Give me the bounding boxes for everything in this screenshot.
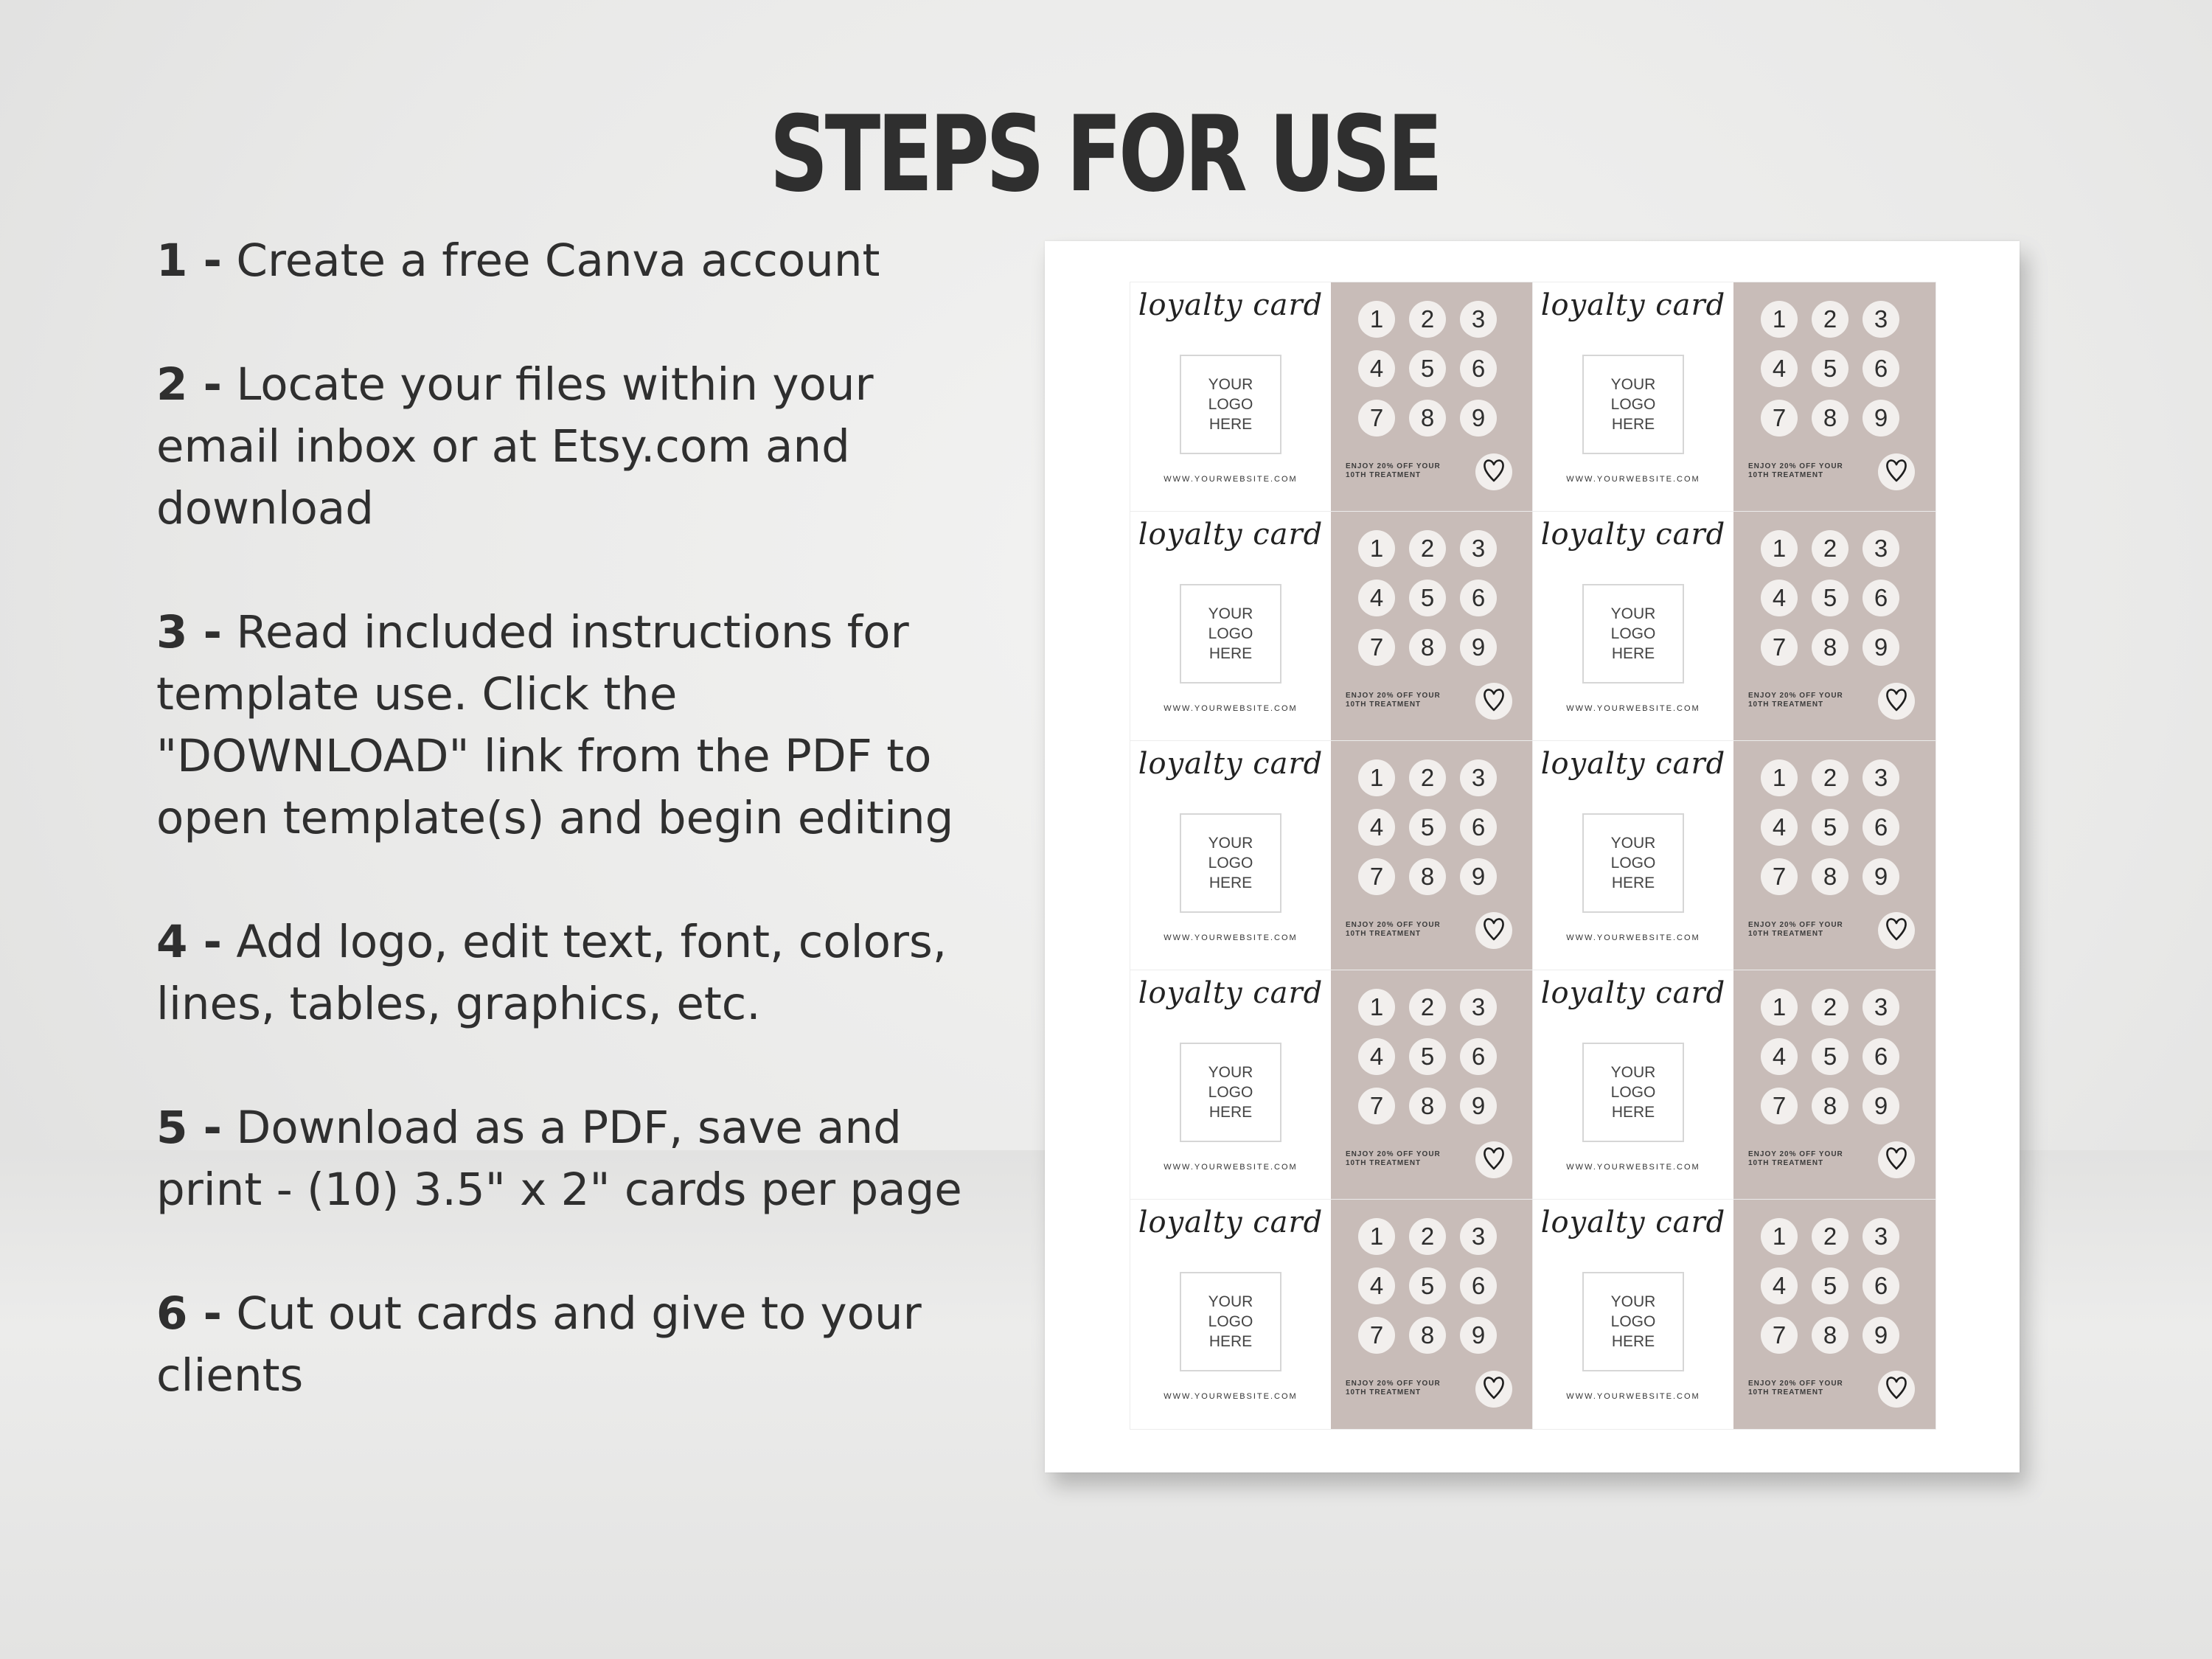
- stamp-circle: 4: [1761, 580, 1798, 616]
- logo-line: LOGO: [1610, 396, 1656, 413]
- stamp-circle: 3: [1460, 1218, 1497, 1255]
- heart-icon: [1483, 917, 1505, 945]
- stamp-circle: 2: [1409, 301, 1446, 338]
- stamp-grid: [1761, 530, 1916, 678]
- card-front-panel: [1533, 512, 1733, 741]
- stamp-circle: 1: [1358, 759, 1395, 796]
- card-stamp-panel: [1331, 512, 1533, 741]
- stamp-circle: 5: [1812, 1038, 1848, 1075]
- card-stamp-panel: [1733, 741, 1935, 970]
- offer-line: 10TH TREATMENT: [1748, 1159, 1824, 1167]
- offer-line: ENJOY 20% OFF YOUR: [1346, 1150, 1441, 1158]
- card-front-panel: [1130, 1200, 1331, 1429]
- stamp-circle: 4: [1358, 1267, 1395, 1304]
- step-number: 5 -: [156, 1102, 222, 1154]
- stamp-grid: [1358, 989, 1513, 1136]
- card-front-panel: [1533, 741, 1733, 970]
- stamp-circle: 4: [1358, 350, 1395, 387]
- stamp-circle: 8: [1409, 629, 1446, 666]
- card-script-title: loyalty card: [1138, 1206, 1324, 1239]
- logo-line: YOUR: [1610, 1293, 1656, 1310]
- stamp-circle: 4: [1358, 1038, 1395, 1075]
- card-stamp-panel: [1733, 970, 1935, 1200]
- stamp-circle: 9: [1863, 1317, 1899, 1354]
- stamp-circle: 5: [1409, 350, 1446, 387]
- card-website: WWW.YOURWEBSITE.COM: [1566, 1392, 1700, 1401]
- logo-line: YOUR: [1208, 605, 1253, 622]
- step-item: [156, 230, 990, 292]
- stamp-circle: 2: [1409, 530, 1446, 567]
- offer-line: ENJOY 20% OFF YOUR: [1346, 692, 1441, 700]
- logo-line: YOUR: [1208, 376, 1253, 393]
- card-website: WWW.YOURWEBSITE.COM: [1566, 1163, 1700, 1172]
- logo-line: HERE: [1208, 1104, 1253, 1121]
- stamp-circle: 8: [1409, 1088, 1446, 1124]
- stamp-circle: 1: [1761, 530, 1798, 567]
- stamp-circle: 8: [1409, 1317, 1446, 1354]
- stamp-circle: 3: [1863, 989, 1899, 1026]
- heart-stamp: [1878, 453, 1915, 490]
- stamp-circle: 4: [1761, 809, 1798, 846]
- step-number: 3 -: [156, 606, 222, 658]
- stamp-circle: 5: [1409, 809, 1446, 846]
- stamp-circle: 3: [1460, 530, 1497, 567]
- card-offer: [1748, 692, 1874, 709]
- offer-line: 10TH TREATMENT: [1748, 700, 1824, 709]
- offer-line: 10TH TREATMENT: [1346, 700, 1422, 709]
- stamp-circle: 6: [1863, 350, 1899, 387]
- card-offer: [1346, 692, 1471, 709]
- card-script-title: loyalty card: [1540, 747, 1726, 781]
- logo-line: LOGO: [1610, 625, 1656, 642]
- page-title: STEPS FOR USE: [769, 94, 1440, 215]
- heart-stamp: [1475, 453, 1512, 490]
- step-number: 1 -: [156, 234, 222, 287]
- step-number: 4 -: [156, 916, 222, 968]
- stamp-grid: [1761, 989, 1916, 1136]
- stamp-circle: 6: [1460, 1267, 1497, 1304]
- offer-line: 10TH TREATMENT: [1748, 471, 1824, 479]
- stamp-circle: 2: [1409, 1218, 1446, 1255]
- stamp-circle: 3: [1460, 301, 1497, 338]
- loyalty-card: [1533, 970, 1935, 1200]
- stamp-circle: 8: [1812, 1317, 1848, 1354]
- step-item: [156, 1283, 990, 1407]
- card-stamp-panel: [1733, 282, 1935, 512]
- logo-line: YOUR: [1208, 1064, 1253, 1081]
- loyalty-card: [1533, 282, 1935, 512]
- stamp-circle: 8: [1812, 629, 1848, 666]
- step-text: Cut out cards and give to your clients: [156, 1287, 922, 1402]
- heart-stamp: [1878, 1371, 1915, 1408]
- heart-icon: [1483, 1375, 1505, 1403]
- offer-line: ENJOY 20% OFF YOUR: [1748, 462, 1843, 470]
- stamp-circle: 7: [1761, 858, 1798, 895]
- loyalty-card: [1130, 282, 1533, 512]
- stamp-circle: 1: [1761, 989, 1798, 1026]
- stamp-circle: 6: [1460, 350, 1497, 387]
- card-website: WWW.YOURWEBSITE.COM: [1566, 933, 1700, 942]
- stamp-circle: 2: [1812, 759, 1848, 796]
- stamp-circle: 7: [1761, 1088, 1798, 1124]
- stamp-circle: 7: [1358, 1088, 1395, 1124]
- stamp-circle: 4: [1761, 350, 1798, 387]
- loyalty-card: [1130, 512, 1533, 741]
- offer-line: 10TH TREATMENT: [1346, 1159, 1422, 1167]
- logo-placeholder: [1180, 1043, 1281, 1142]
- stamp-circle: 3: [1863, 301, 1899, 338]
- stamp-circle: 5: [1409, 580, 1446, 616]
- logo-line: HERE: [1208, 874, 1253, 891]
- stamp-grid: [1761, 1218, 1916, 1366]
- step-item: [156, 354, 990, 540]
- card-script-title: loyalty card: [1138, 518, 1324, 552]
- logo-placeholder: [1582, 584, 1684, 684]
- loyalty-card: [1130, 970, 1533, 1200]
- stamp-circle: 3: [1863, 1218, 1899, 1255]
- stamp-circle: 6: [1863, 1038, 1899, 1075]
- logo-line: LOGO: [1208, 625, 1253, 642]
- stamp-grid: [1761, 301, 1916, 448]
- offer-line: ENJOY 20% OFF YOUR: [1346, 921, 1441, 929]
- stamp-circle: 5: [1812, 809, 1848, 846]
- logo-line: HERE: [1611, 416, 1655, 433]
- stamp-circle: 8: [1812, 1088, 1848, 1124]
- loyalty-card: [1130, 741, 1533, 970]
- offer-line: 10TH TREATMENT: [1346, 471, 1422, 479]
- stamp-circle: 7: [1761, 629, 1798, 666]
- loyalty-card: [1533, 1200, 1935, 1429]
- stamp-circle: 3: [1460, 989, 1497, 1026]
- stamp-circle: 6: [1863, 1267, 1899, 1304]
- stamp-circle: 7: [1761, 400, 1798, 437]
- stamp-circle: 1: [1358, 1218, 1395, 1255]
- stamp-circle: 4: [1761, 1267, 1798, 1304]
- card-stamp-panel: [1331, 741, 1533, 970]
- card-offer: [1748, 1150, 1874, 1168]
- stamp-circle: 6: [1863, 809, 1899, 846]
- logo-line: LOGO: [1610, 855, 1656, 872]
- stamp-circle: 9: [1863, 1088, 1899, 1124]
- logo-line: LOGO: [1208, 396, 1253, 413]
- stamp-circle: 7: [1358, 400, 1395, 437]
- loyalty-card: [1533, 741, 1935, 970]
- stamp-circle: 7: [1358, 858, 1395, 895]
- step-item: [156, 602, 990, 849]
- card-offer: [1346, 1380, 1471, 1397]
- stamp-circle: 1: [1761, 301, 1798, 338]
- stamp-circle: 9: [1460, 858, 1497, 895]
- stamp-circle: 2: [1812, 1218, 1848, 1255]
- logo-line: HERE: [1611, 1333, 1655, 1350]
- offer-line: ENJOY 20% OFF YOUR: [1748, 921, 1843, 929]
- heart-icon: [1885, 458, 1907, 486]
- step-text: Create a free Canva account: [222, 234, 880, 287]
- card-front-panel: [1533, 282, 1733, 512]
- stamp-circle: 1: [1358, 301, 1395, 338]
- stamp-circle: 2: [1812, 530, 1848, 567]
- logo-line: YOUR: [1208, 1293, 1253, 1310]
- logo-line: YOUR: [1610, 1064, 1656, 1081]
- step-text: Read included instructions for template use. Click the "DOWNLOAD" link from the PDF to open template(s) and begin editing: [156, 606, 954, 844]
- card-script-title: loyalty card: [1138, 747, 1324, 781]
- heart-stamp: [1878, 683, 1915, 720]
- stamp-circle: 9: [1460, 629, 1497, 666]
- stamp-circle: 7: [1761, 1317, 1798, 1354]
- offer-line: ENJOY 20% OFF YOUR: [1748, 692, 1843, 700]
- logo-line: HERE: [1611, 1104, 1655, 1121]
- offer-line: ENJOY 20% OFF YOUR: [1346, 1380, 1441, 1388]
- card-script-title: loyalty card: [1138, 976, 1324, 1010]
- logo-placeholder: [1582, 1272, 1684, 1371]
- card-offer: [1748, 921, 1874, 939]
- stamp-grid: [1761, 759, 1916, 907]
- card-script-title: loyalty card: [1540, 288, 1726, 322]
- heart-icon: [1483, 687, 1505, 715]
- card-stamp-panel: [1733, 512, 1935, 741]
- stamp-circle: 7: [1358, 629, 1395, 666]
- stamp-circle: 8: [1409, 400, 1446, 437]
- stamp-circle: 1: [1761, 759, 1798, 796]
- heart-stamp: [1475, 1141, 1512, 1178]
- heart-icon: [1885, 687, 1907, 715]
- heart-icon: [1885, 917, 1907, 945]
- offer-line: 10TH TREATMENT: [1346, 930, 1422, 938]
- loyalty-card: [1130, 1200, 1533, 1429]
- logo-line: HERE: [1611, 874, 1655, 891]
- stamp-circle: 9: [1863, 400, 1899, 437]
- stamp-circle: 9: [1460, 1317, 1497, 1354]
- card-stamp-panel: [1331, 970, 1533, 1200]
- card-stamp-panel: [1331, 1200, 1533, 1429]
- heart-stamp: [1475, 1371, 1512, 1408]
- card-website: WWW.YOURWEBSITE.COM: [1164, 1392, 1298, 1401]
- offer-line: ENJOY 20% OFF YOUR: [1748, 1380, 1843, 1388]
- stamp-circle: 9: [1863, 858, 1899, 895]
- stamp-circle: 3: [1460, 759, 1497, 796]
- logo-placeholder: [1582, 1043, 1684, 1142]
- card-website: WWW.YOURWEBSITE.COM: [1164, 475, 1298, 484]
- logo-placeholder: [1582, 355, 1684, 454]
- logo-line: HERE: [1208, 1333, 1253, 1350]
- stamp-circle: 2: [1409, 759, 1446, 796]
- stamp-circle: 1: [1761, 1218, 1798, 1255]
- card-offer: [1748, 1380, 1874, 1397]
- step-number: 2 -: [156, 358, 222, 411]
- card-script-title: loyalty card: [1540, 976, 1726, 1010]
- stamp-circle: 4: [1761, 1038, 1798, 1075]
- stamp-circle: 5: [1812, 350, 1848, 387]
- offer-line: 10TH TREATMENT: [1748, 930, 1824, 938]
- stamp-circle: 9: [1460, 400, 1497, 437]
- card-grid: [1130, 282, 1935, 1429]
- heart-icon: [1885, 1146, 1907, 1174]
- heart-icon: [1483, 1146, 1505, 1174]
- card-front-panel: [1130, 741, 1331, 970]
- stamp-circle: 5: [1812, 1267, 1848, 1304]
- stamp-circle: 3: [1863, 530, 1899, 567]
- stamp-circle: 5: [1812, 580, 1848, 616]
- stamp-circle: 2: [1812, 989, 1848, 1026]
- step-number: 6 -: [156, 1287, 222, 1340]
- logo-line: YOUR: [1610, 376, 1656, 393]
- card-script-title: loyalty card: [1138, 288, 1324, 322]
- offer-line: 10TH TREATMENT: [1346, 1388, 1422, 1397]
- card-offer: [1346, 921, 1471, 939]
- stamp-circle: 8: [1812, 858, 1848, 895]
- heart-icon: [1885, 1375, 1907, 1403]
- card-offer: [1748, 462, 1874, 480]
- offer-line: ENJOY 20% OFF YOUR: [1346, 462, 1441, 470]
- stamp-circle: 3: [1863, 759, 1899, 796]
- card-front-panel: [1533, 1200, 1733, 1429]
- logo-placeholder: [1180, 1272, 1281, 1371]
- logo-placeholder: [1180, 813, 1281, 913]
- logo-line: LOGO: [1208, 1313, 1253, 1330]
- stamp-grid: [1358, 759, 1513, 907]
- card-front-panel: [1130, 512, 1331, 741]
- logo-line: YOUR: [1610, 605, 1656, 622]
- offer-line: ENJOY 20% OFF YOUR: [1748, 1150, 1843, 1158]
- stamp-circle: 6: [1863, 580, 1899, 616]
- stamp-circle: 5: [1409, 1038, 1446, 1075]
- logo-line: LOGO: [1610, 1313, 1656, 1330]
- loyalty-card: [1533, 512, 1935, 741]
- heart-stamp: [1878, 1141, 1915, 1178]
- stamp-circle: 5: [1409, 1267, 1446, 1304]
- logo-line: YOUR: [1610, 835, 1656, 852]
- logo-placeholder: [1180, 355, 1281, 454]
- heart-stamp: [1475, 683, 1512, 720]
- card-website: WWW.YOURWEBSITE.COM: [1164, 933, 1298, 942]
- card-offer: [1346, 1150, 1471, 1168]
- stamp-circle: 1: [1358, 530, 1395, 567]
- card-front-panel: [1533, 970, 1733, 1200]
- steps-list: [156, 230, 990, 1469]
- card-website: WWW.YOURWEBSITE.COM: [1164, 704, 1298, 713]
- card-website: WWW.YOURWEBSITE.COM: [1566, 475, 1700, 484]
- logo-line: HERE: [1208, 645, 1253, 662]
- step-item: [156, 1097, 990, 1221]
- step-text: Locate your files within your email inbox or at Etsy.com and download: [156, 358, 874, 535]
- stamp-grid: [1358, 1218, 1513, 1366]
- stamp-circle: 2: [1812, 301, 1848, 338]
- stamp-circle: 6: [1460, 809, 1497, 846]
- stamp-circle: 6: [1460, 1038, 1497, 1075]
- stamp-circle: 9: [1460, 1088, 1497, 1124]
- card-website: WWW.YOURWEBSITE.COM: [1164, 1163, 1298, 1172]
- stamp-circle: 8: [1812, 400, 1848, 437]
- stamp-grid: [1358, 530, 1513, 678]
- logo-placeholder: [1180, 584, 1281, 684]
- step-text: Download as a PDF, save and print - (10) 3.5" x 2" cards per page: [156, 1102, 962, 1216]
- stamp-circle: 9: [1863, 629, 1899, 666]
- card-website: WWW.YOURWEBSITE.COM: [1566, 704, 1700, 713]
- printable-sheet: [1045, 241, 2020, 1472]
- offer-line: 10TH TREATMENT: [1748, 1388, 1824, 1397]
- stamp-grid: [1358, 301, 1513, 448]
- stamp-circle: 4: [1358, 580, 1395, 616]
- card-script-title: loyalty card: [1540, 518, 1726, 552]
- card-front-panel: [1130, 970, 1331, 1200]
- stamp-circle: 7: [1358, 1317, 1395, 1354]
- stamp-circle: 4: [1358, 809, 1395, 846]
- step-item: [156, 911, 990, 1035]
- logo-line: YOUR: [1208, 835, 1253, 852]
- logo-line: HERE: [1611, 645, 1655, 662]
- stamp-circle: 2: [1409, 989, 1446, 1026]
- card-offer: [1346, 462, 1471, 480]
- heart-stamp: [1878, 912, 1915, 949]
- logo-line: LOGO: [1610, 1084, 1656, 1101]
- stamp-circle: 6: [1460, 580, 1497, 616]
- card-stamp-panel: [1331, 282, 1533, 512]
- card-stamp-panel: [1733, 1200, 1935, 1429]
- heart-stamp: [1475, 912, 1512, 949]
- logo-placeholder: [1582, 813, 1684, 913]
- logo-line: HERE: [1208, 416, 1253, 433]
- logo-line: LOGO: [1208, 855, 1253, 872]
- stamp-circle: 1: [1358, 989, 1395, 1026]
- step-text: Add logo, edit text, font, colors, lines, tables, graphics, etc.: [156, 916, 947, 1030]
- heart-icon: [1483, 458, 1505, 486]
- card-front-panel: [1130, 282, 1331, 512]
- card-script-title: loyalty card: [1540, 1206, 1726, 1239]
- logo-line: LOGO: [1208, 1084, 1253, 1101]
- stamp-circle: 8: [1409, 858, 1446, 895]
